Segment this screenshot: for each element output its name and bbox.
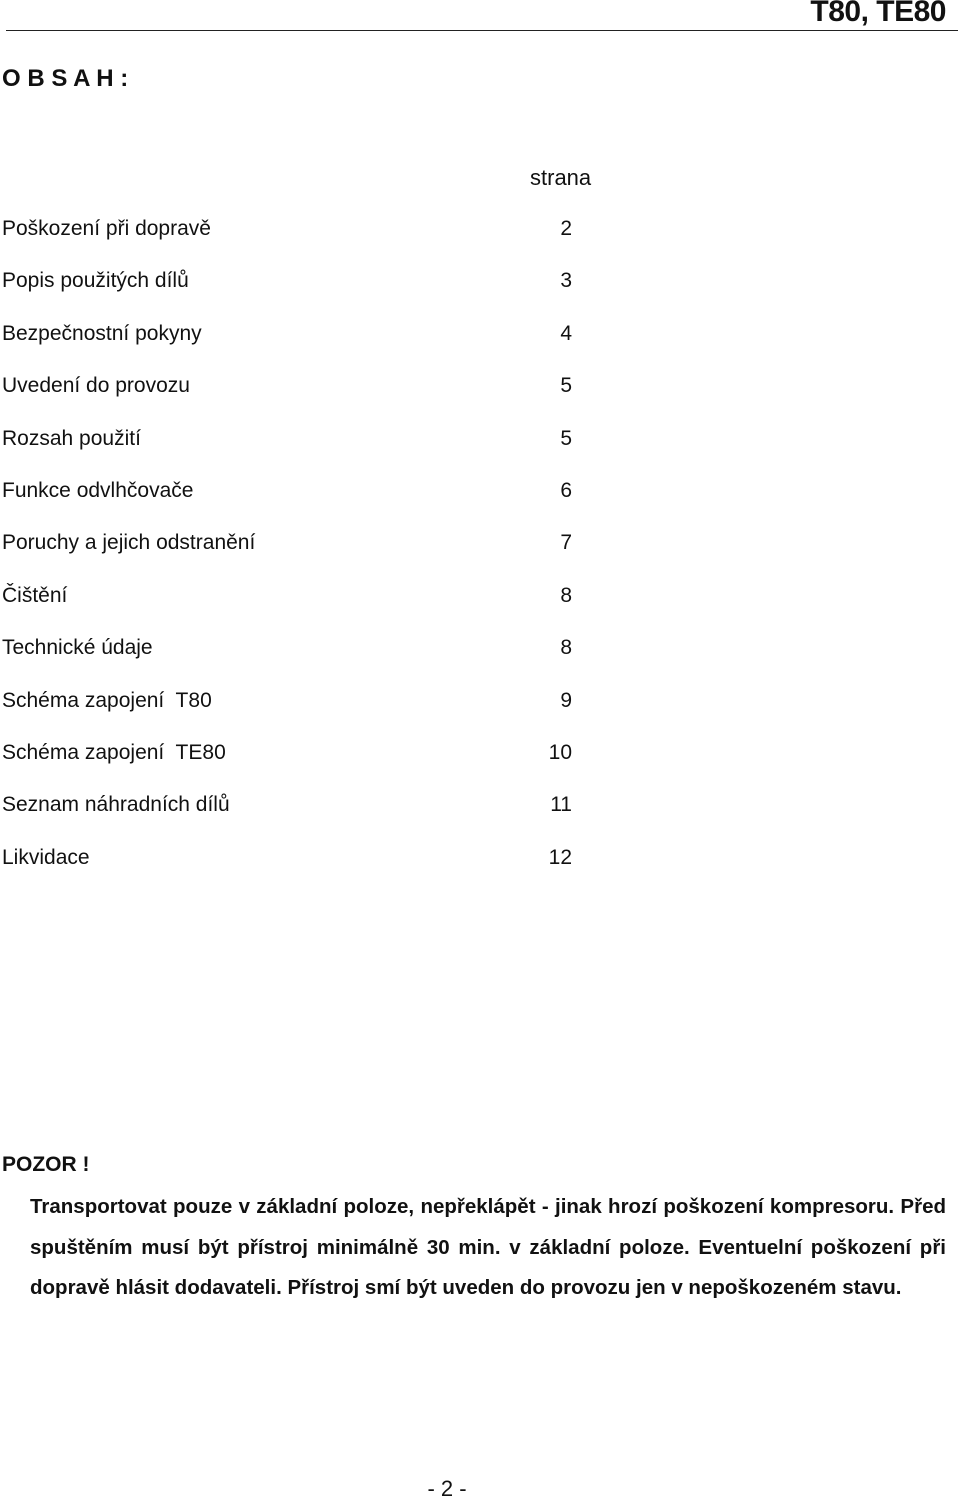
toc-entry[interactable]	[2, 266, 582, 318]
page-number: - 2 -	[427, 1476, 467, 1501]
toc-entry-title: Poruchy a jejich odstranění	[2, 531, 256, 555]
toc-entry-title: Schéma zapojení T80	[2, 688, 212, 712]
toc-entry-title: Čištění	[2, 583, 68, 607]
toc-entry[interactable]	[2, 633, 582, 685]
toc-entry-title: Seznam náhradních dílů	[2, 793, 230, 817]
header-rule	[6, 30, 958, 31]
toc-entry[interactable]	[2, 424, 582, 476]
toc-entry[interactable]	[2, 686, 582, 738]
warning-title: POZOR !	[2, 1153, 90, 1176]
toc-entry-title: Likvidace	[2, 845, 90, 869]
toc-entry-page: 9	[560, 688, 572, 712]
page-column-label: strana	[530, 165, 592, 190]
toc-entry-title: Poškození při dopravě	[2, 217, 211, 240]
toc-entry-title: Rozsah použití	[2, 426, 141, 450]
toc-entry-page: 10	[548, 740, 572, 764]
toc-entry-page: 12	[548, 845, 572, 869]
toc-entry[interactable]	[2, 371, 582, 423]
toc-entry-page: 6	[560, 478, 572, 502]
toc-entry-title: Popis použitých dílů	[2, 269, 189, 293]
toc-entry-page: 8	[560, 583, 572, 607]
toc-entry-title: Bezpečnostní pokyny	[2, 321, 202, 345]
toc-entry[interactable]	[2, 528, 582, 580]
toc-entry[interactable]	[2, 790, 582, 842]
toc-entry-title: Technické údaje	[2, 636, 153, 660]
toc-entry-page: 5	[560, 374, 572, 398]
toc-entry-title: Uvedení do provozu	[2, 374, 190, 398]
toc-entry[interactable]	[2, 843, 582, 895]
document-title: T80, TE80	[810, 0, 946, 28]
toc-entry-page: 5	[560, 426, 572, 450]
toc-entry-title: Schéma zapojení TE80	[2, 740, 226, 764]
toc-entry[interactable]	[2, 319, 582, 371]
toc-entry-page: 4	[560, 321, 572, 345]
toc-entry-page: 2	[560, 217, 572, 240]
toc-entry-page: 7	[560, 531, 572, 555]
toc-entry[interactable]	[2, 214, 582, 266]
toc-heading: O B S A H :	[2, 65, 129, 92]
toc-entry-page: 11	[550, 793, 572, 817]
toc-entry-page: 3	[560, 269, 572, 293]
toc-entry[interactable]	[2, 476, 582, 528]
toc-entry-title: Funkce odvlhčovače	[2, 478, 194, 502]
toc-entry[interactable]	[2, 738, 582, 790]
warning-text: Transportovat pouze v základní poloze, nepřeklápět - jinak hrozí poškození kompresoru. Před spuštěním musí být přístroj minimálně 30 min. v základní poloze. Eventuelní poškození při dopravě hlásit dodavateli. Přístroj smí být uveden do provozu jen v nepoškozeném stavu.	[30, 1195, 946, 1299]
toc-entry-page: 8	[560, 636, 572, 660]
table-of-contents	[2, 214, 582, 895]
toc-entry[interactable]	[2, 581, 582, 633]
